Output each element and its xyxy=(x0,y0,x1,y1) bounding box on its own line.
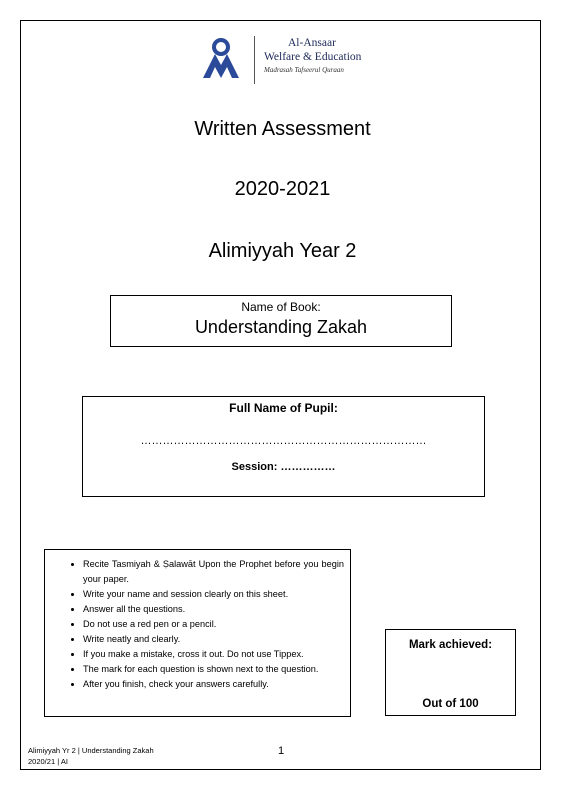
instructions-box xyxy=(44,549,351,717)
class-name: Alimiyyah Year 2 xyxy=(208,240,357,262)
book-label: Name of Book: xyxy=(241,300,321,314)
instruction-item: • If you make a mistake, cross it out. Do not use Tippex. xyxy=(83,647,344,662)
organisation-logo xyxy=(201,36,381,86)
instruction-item: • After you finish, check your answers carefully. xyxy=(83,677,344,692)
document-title: Written Assessment xyxy=(194,118,371,140)
instruction-item: • Do not use a red pen or a pencil. xyxy=(83,617,344,632)
mark-out-of: Out of 100 xyxy=(422,698,479,710)
footer-info xyxy=(28,745,154,767)
logo-divider xyxy=(254,36,255,84)
instruction-item: • Answer all the questions. xyxy=(83,602,344,617)
mark-box xyxy=(385,629,516,716)
org-subtitle: Welfare & Education xyxy=(264,51,362,63)
academic-year: 2020-2021 xyxy=(234,178,331,200)
instruction-item: • The mark for each question is shown next to the question. xyxy=(83,662,344,677)
book-name-box xyxy=(110,295,452,347)
org-name: Al-Ansaar xyxy=(288,37,336,49)
footer-line-1: Alimiyyah Yr 2 | Understanding Zakah xyxy=(28,746,154,755)
instruction-item: • Recite Tasmiyah & Ṣalawāt Upon the Prophet before you begin your paper. xyxy=(83,557,344,587)
pupil-name-field[interactable]: …………………………………………………………………… xyxy=(140,435,427,447)
pupil-name-label: Full Name of Pupil: xyxy=(229,401,338,415)
instructions-list xyxy=(45,557,344,692)
page-number: 1 xyxy=(278,745,285,757)
pupil-details-box xyxy=(82,396,485,497)
instruction-item: • Write your name and session clearly on this sheet. xyxy=(83,587,344,602)
footer-line-2: 2020/21 | AI xyxy=(28,757,68,766)
instruction-item: • Write neatly and clearly. xyxy=(83,632,344,647)
mark-label: Mark achieved: xyxy=(408,639,493,651)
logo-mark-icon xyxy=(201,38,241,80)
session-field[interactable]: Session: …………… xyxy=(231,461,336,473)
book-name: Understanding Zakah xyxy=(194,317,368,337)
madrasah-name: Madrasah Tafseerul Quraan xyxy=(264,66,344,74)
logo-text xyxy=(264,36,384,76)
